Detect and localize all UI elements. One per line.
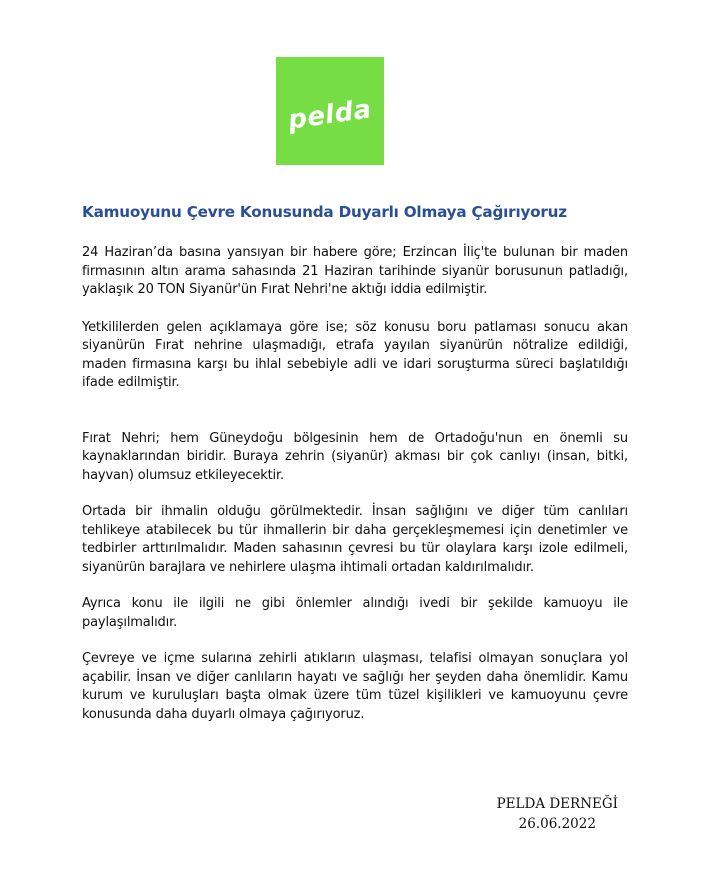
document-body [82, 244, 628, 724]
pelda-logo [276, 57, 384, 165]
document-title: Kamuoyunu Çevre Konusunda Duyarlı Olmaya Çağırıyoruz [82, 203, 567, 221]
paragraph-5: Ayrıca konu ile ilgili ne gibi önlemler alındığı ivedi bir şekilde kamuoyu ile paylaşılmalıdır. [82, 596, 628, 630]
logo-text: pelda [286, 94, 374, 136]
paragraph-6: Çevreye ve içme sularına zehirli atıkların ulaşması, telafisi olmayan sonuçlara yol açabilir. İnsan ve diğer canlıların hayatı ve sağlığı her şeyden daha önemlidir. Kamu kurum ve kuruluşları başta olmak üzere tüm tüzel kişilikleri ve kamuoyunu çevre konusunda daha duyarlı olmaya çağırıyoruz. [82, 651, 628, 722]
paragraph-3: Fırat Nehri; hem Güneydoğu bölgesinin hem de Ortadoğu'nun en önemli su kaynaklarından biridir. Buraya zehrin (siyanür) akması bir çok canlıyı (insan, bitki, hayvan) olumsuz etkileyecektir. [82, 430, 628, 483]
paragraph-2: Yetkililerden gelen açıklamaya göre ise; söz konusu boru patlaması sonucu akan siyanürün Fırat nehrine ulaşmadığı, etrafa yayılan siyanürün nötralize edildiği, maden firmasına karşı bu ihlal sebebiyle adli ve idari soruşturma süreci başlatıldığı ifade edilmiştir. [82, 319, 628, 390]
signature-org: PELDA DERNEĞİ [496, 796, 618, 812]
paragraph-4: Ortada bir ihmalin olduğu görülmektedir. İnsan sağlığını ve diğer tüm canlıları tehlikeye atabilecek bu tür ihmallerin bir daha gerçekleşmemesi için denetimler ve tedbirler arttırılmalıdır. Maden sahasının çevresi bu tür olaylara karşı izole edilmeli, siyanürün barajlara ve nehirlere ulaşma ihtimali ortadan kaldırılmalıdır. [82, 504, 628, 575]
signature-date: 26.06.2022 [518, 816, 596, 832]
signature-block [497, 794, 618, 834]
paragraph-1: 24 Haziran’da basına yansıyan bir habere göre; Erzincan İliç'te bulunan bir maden firmasının altın arama sahasında 21 Haziran tarihinde siyanür borusunun patladığı, yaklaşık 20 TON Siyanür'ün Fırat Nehri'ne aktığı iddia edilmiştir. [82, 245, 628, 297]
